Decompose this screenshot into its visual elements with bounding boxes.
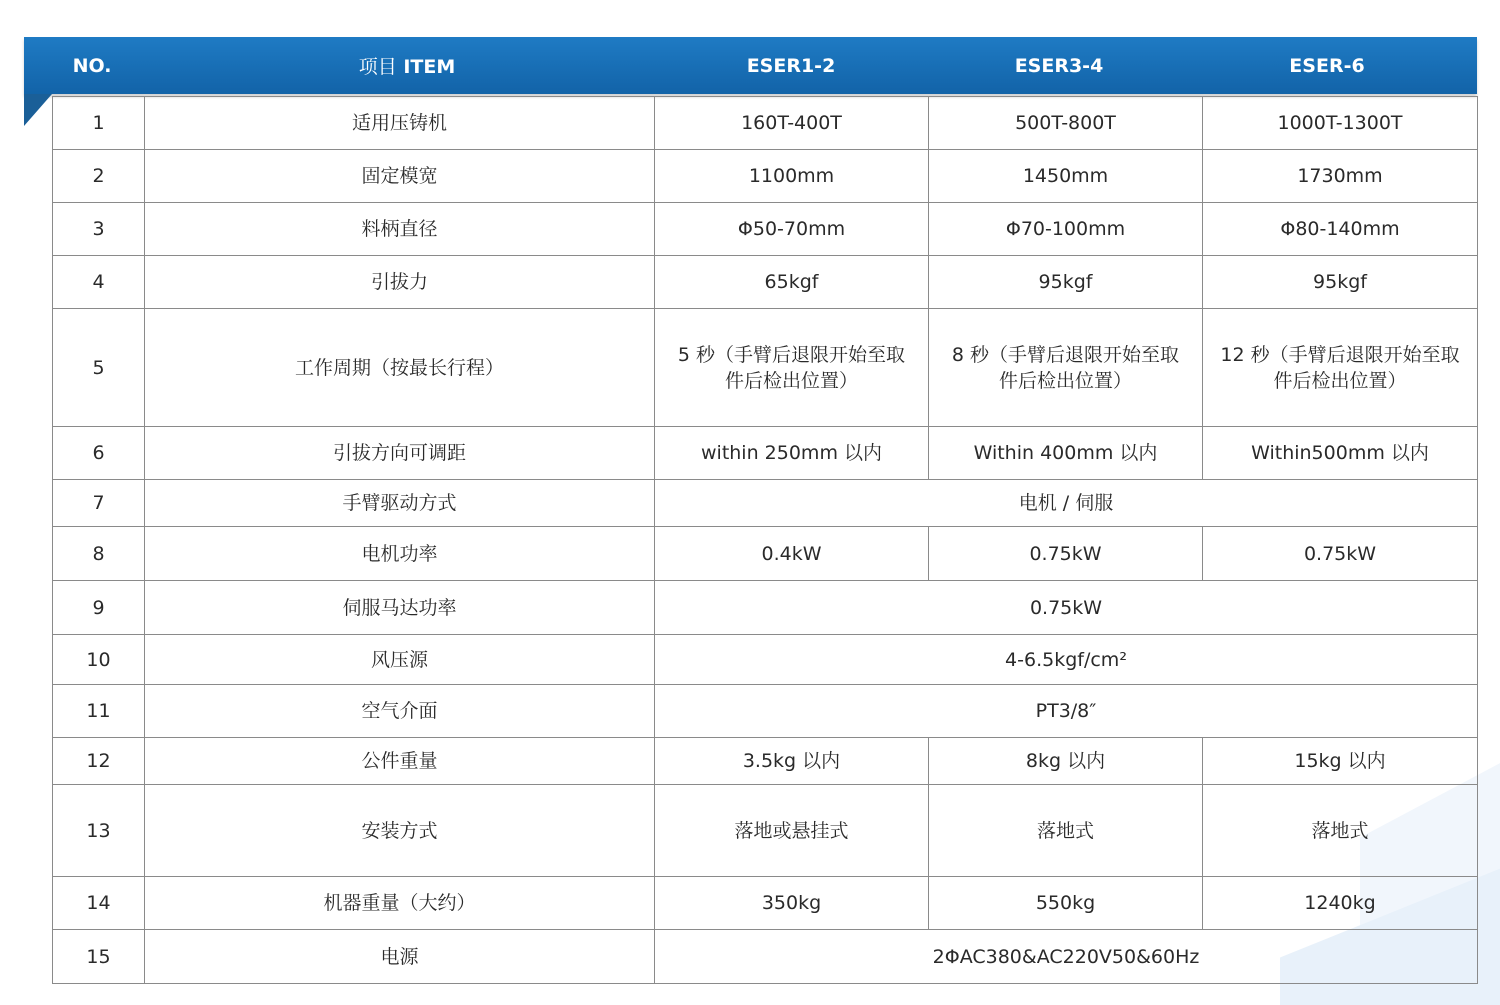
table-row	[53, 480, 1478, 527]
row-value-merged: 0.75kW	[655, 581, 1478, 635]
table-row	[53, 309, 1478, 427]
row-value-2: Φ70-100mm	[929, 203, 1203, 256]
row-value-merged: 2ΦAC380&AC220V50&60Hz	[655, 930, 1478, 984]
table-row	[53, 785, 1478, 877]
row-value-3: 1000T-1300T	[1203, 97, 1478, 150]
row-value-3: 落地式	[1203, 785, 1478, 877]
row-value-1: 0.4kW	[655, 527, 929, 581]
row-no: 5	[53, 309, 145, 427]
header-item-en: ITEM	[403, 56, 456, 78]
table-row	[53, 527, 1478, 581]
row-value-3: 15kg 以内	[1203, 738, 1478, 785]
row-value-3: 95kgf	[1203, 256, 1478, 309]
row-no: 10	[53, 635, 145, 685]
header-model-2: ESER3-4	[1014, 54, 1104, 77]
row-value-1: 5 秒（手臂后退限开始至取件后检出位置）	[655, 309, 929, 427]
table-row	[53, 581, 1478, 635]
row-value-1: within 250mm 以内	[655, 427, 929, 480]
row-no: 2	[53, 150, 145, 203]
header-model-1: ESER1-2	[746, 54, 836, 77]
row-no: 15	[53, 930, 145, 984]
row-value-1: 3.5kg 以内	[655, 738, 929, 785]
table-row	[53, 427, 1478, 480]
row-value-2: 8 秒（手臂后退限开始至取件后检出位置）	[929, 309, 1203, 427]
row-no: 13	[53, 785, 145, 877]
row-item: 固定模宽	[145, 150, 655, 203]
row-no: 6	[53, 427, 145, 480]
table-row	[53, 150, 1478, 203]
row-value-1: 落地或悬挂式	[655, 785, 929, 877]
row-value-1: 65kgf	[655, 256, 929, 309]
row-item: 手臂驱动方式	[145, 480, 655, 527]
row-value-merged: 电机 / 伺服	[655, 480, 1478, 527]
row-value-merged: PT3/8″	[655, 685, 1478, 738]
row-value-2: 95kgf	[929, 256, 1203, 309]
row-value-1: 350kg	[655, 877, 929, 930]
row-value-1: 160T-400T	[655, 97, 929, 150]
row-value-1: Φ50-70mm	[655, 203, 929, 256]
row-item: 工作周期（按最长行程）	[145, 309, 655, 427]
row-item: 引拔力	[145, 256, 655, 309]
row-value-2: 落地式	[929, 785, 1203, 877]
row-value-2: 1450mm	[929, 150, 1203, 203]
row-no: 11	[53, 685, 145, 738]
row-no: 9	[53, 581, 145, 635]
header-model-3: ESER-6	[1289, 54, 1365, 77]
row-item: 公件重量	[145, 738, 655, 785]
table-row	[53, 635, 1478, 685]
table-row	[53, 97, 1478, 150]
row-value-2: Within 400mm 以内	[929, 427, 1203, 480]
header-no: NO.	[72, 54, 112, 77]
row-value-3: 1240kg	[1203, 877, 1478, 930]
row-item: 伺服马达功率	[145, 581, 655, 635]
row-value-2: 0.75kW	[929, 527, 1203, 581]
row-value-3: 0.75kW	[1203, 527, 1478, 581]
row-no: 3	[53, 203, 145, 256]
table-header	[24, 37, 1477, 94]
row-value-merged: 4-6.5kgf/cm²	[655, 635, 1478, 685]
row-value-2: 550kg	[929, 877, 1203, 930]
row-value-3: Φ80-140mm	[1203, 203, 1478, 256]
header-item	[160, 52, 654, 79]
header-fold-corner	[24, 94, 52, 126]
row-no: 1	[53, 97, 145, 150]
table-row	[53, 877, 1478, 930]
table-row	[53, 685, 1478, 738]
row-item: 适用压铸机	[145, 97, 655, 150]
row-no: 14	[53, 877, 145, 930]
row-item: 引拔方向可调距	[145, 427, 655, 480]
row-item: 机器重量（大约）	[145, 877, 655, 930]
row-item: 电机功率	[145, 527, 655, 581]
row-value-2: 500T-800T	[929, 97, 1203, 150]
row-value-3: Within500mm 以内	[1203, 427, 1478, 480]
table-row	[53, 738, 1478, 785]
row-no: 8	[53, 527, 145, 581]
row-item: 安装方式	[145, 785, 655, 877]
row-value-2: 8kg 以内	[929, 738, 1203, 785]
row-item: 电源	[145, 930, 655, 984]
spec-table	[52, 96, 1478, 984]
row-value-1: 1100mm	[655, 150, 929, 203]
row-item: 料柄直径	[145, 203, 655, 256]
row-item: 风压源	[145, 635, 655, 685]
header-item-cn: 项目	[358, 56, 397, 78]
table-row	[53, 203, 1478, 256]
row-value-3: 12 秒（手臂后退限开始至取件后检出位置）	[1203, 309, 1478, 427]
row-no: 12	[53, 738, 145, 785]
table-row	[53, 930, 1478, 984]
table-row	[53, 256, 1478, 309]
row-no: 4	[53, 256, 145, 309]
row-no: 7	[53, 480, 145, 527]
row-value-3: 1730mm	[1203, 150, 1478, 203]
row-item: 空气介面	[145, 685, 655, 738]
